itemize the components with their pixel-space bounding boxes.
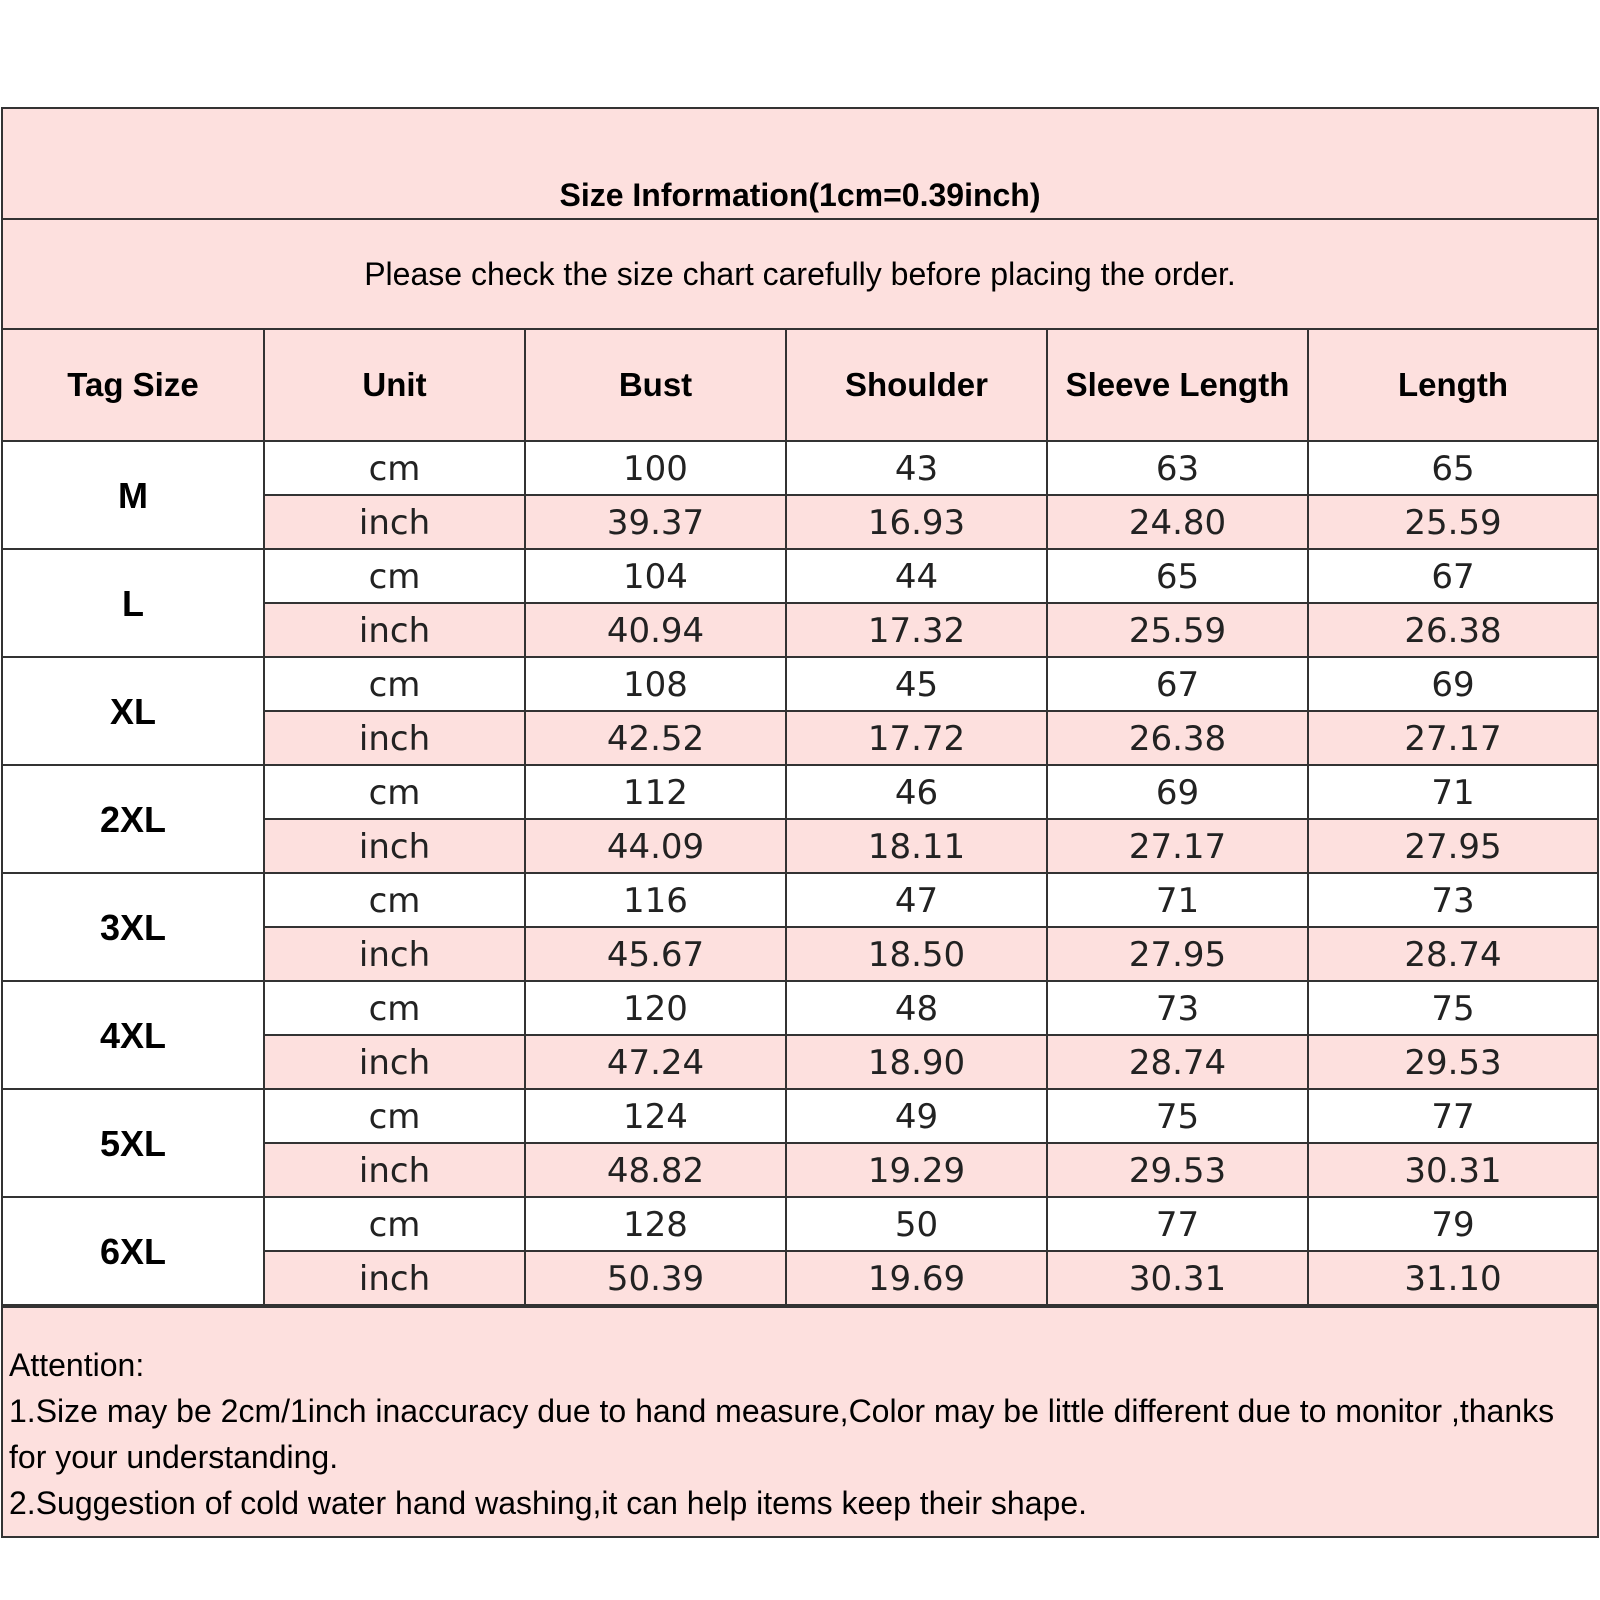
bust-cell: 100 <box>525 441 786 495</box>
unit-cell: inch <box>264 603 525 657</box>
header-sleeve-length: Sleeve Length <box>1047 330 1308 441</box>
table-row <box>3 1197 1597 1251</box>
header-tag-size: Tag Size <box>3 330 264 441</box>
bust-cell: 42.52 <box>525 711 786 765</box>
unit-cell: inch <box>264 819 525 873</box>
shoulder-cell: 18.50 <box>786 927 1047 981</box>
tag-size-cell: 2XL <box>3 765 264 873</box>
unit-cell: cm <box>264 765 525 819</box>
shoulder-cell: 18.11 <box>786 819 1047 873</box>
length-cell: 67 <box>1308 549 1597 603</box>
bust-cell: 47.24 <box>525 1035 786 1089</box>
header-bust: Bust <box>525 330 786 441</box>
shoulder-cell: 50 <box>786 1197 1047 1251</box>
sleeve-cell: 69 <box>1047 765 1308 819</box>
unit-cell: cm <box>264 657 525 711</box>
notes-heading: Attention: <box>9 1347 145 1383</box>
length-cell: 77 <box>1308 1089 1597 1143</box>
sleeve-cell: 26.38 <box>1047 711 1308 765</box>
bust-cell: 120 <box>525 981 786 1035</box>
unit-cell: cm <box>264 441 525 495</box>
tag-size-cell: XL <box>3 657 264 765</box>
unit-cell: inch <box>264 1251 525 1305</box>
sleeve-cell: 67 <box>1047 657 1308 711</box>
tag-size-cell: 5XL <box>3 1089 264 1197</box>
tag-size-cell: 4XL <box>3 981 264 1089</box>
unit-cell: inch <box>264 1035 525 1089</box>
sleeve-cell: 75 <box>1047 1089 1308 1143</box>
length-cell: 30.31 <box>1308 1143 1597 1197</box>
bust-cell: 40.94 <box>525 603 786 657</box>
length-cell: 71 <box>1308 765 1597 819</box>
unit-cell: inch <box>264 495 525 549</box>
length-cell: 79 <box>1308 1197 1597 1251</box>
unit-cell: cm <box>264 1197 525 1251</box>
size-table <box>3 330 1597 1306</box>
sleeve-cell: 27.95 <box>1047 927 1308 981</box>
unit-cell: cm <box>264 873 525 927</box>
chart-title: Size Information(1cm=0.39inch) <box>559 177 1041 213</box>
bust-cell: 116 <box>525 873 786 927</box>
length-cell: 75 <box>1308 981 1597 1035</box>
bust-cell: 44.09 <box>525 819 786 873</box>
notes-line-1: 1.Size may be 2cm/1inch inaccuracy due to hand measure,Color may be little different due to monitor ,thanks for your understanding. <box>9 1393 1555 1475</box>
bust-cell: 104 <box>525 549 786 603</box>
shoulder-cell: 46 <box>786 765 1047 819</box>
table-row <box>3 1089 1597 1143</box>
header-length: Length <box>1308 330 1597 441</box>
shoulder-cell: 44 <box>786 549 1047 603</box>
sleeve-cell: 73 <box>1047 981 1308 1035</box>
title-band <box>3 109 1597 220</box>
attention-notes <box>3 1306 1597 1536</box>
shoulder-cell: 17.32 <box>786 603 1047 657</box>
bust-cell: 50.39 <box>525 1251 786 1305</box>
bust-cell: 39.37 <box>525 495 786 549</box>
notice-band <box>3 220 1597 330</box>
length-cell: 65 <box>1308 441 1597 495</box>
tag-size-cell: L <box>3 549 264 657</box>
unit-cell: cm <box>264 549 525 603</box>
sleeve-cell: 65 <box>1047 549 1308 603</box>
shoulder-cell: 16.93 <box>786 495 1047 549</box>
sleeve-cell: 28.74 <box>1047 1035 1308 1089</box>
length-cell: 27.95 <box>1308 819 1597 873</box>
tag-size-cell: 6XL <box>3 1197 264 1305</box>
sleeve-cell: 27.17 <box>1047 819 1308 873</box>
unit-cell: inch <box>264 927 525 981</box>
size-chart <box>1 107 1599 1538</box>
shoulder-cell: 49 <box>786 1089 1047 1143</box>
shoulder-cell: 17.72 <box>786 711 1047 765</box>
length-cell: 28.74 <box>1308 927 1597 981</box>
size-rows <box>3 441 1597 1305</box>
bust-cell: 108 <box>525 657 786 711</box>
sleeve-cell: 25.59 <box>1047 603 1308 657</box>
unit-cell: cm <box>264 981 525 1035</box>
header-row <box>3 330 1597 441</box>
table-row <box>3 873 1597 927</box>
sleeve-cell: 30.31 <box>1047 1251 1308 1305</box>
bust-cell: 128 <box>525 1197 786 1251</box>
length-cell: 29.53 <box>1308 1035 1597 1089</box>
notes-line-2: 2.Suggestion of cold water hand washing,it can help items keep their shape. <box>9 1485 1087 1521</box>
length-cell: 26.38 <box>1308 603 1597 657</box>
sleeve-cell: 29.53 <box>1047 1143 1308 1197</box>
header-shoulder: Shoulder <box>786 330 1047 441</box>
table-row <box>3 549 1597 603</box>
header-unit: Unit <box>264 330 525 441</box>
length-cell: 31.10 <box>1308 1251 1597 1305</box>
length-cell: 25.59 <box>1308 495 1597 549</box>
sleeve-cell: 77 <box>1047 1197 1308 1251</box>
table-row <box>3 981 1597 1035</box>
table-row <box>3 441 1597 495</box>
sleeve-cell: 71 <box>1047 873 1308 927</box>
length-cell: 27.17 <box>1308 711 1597 765</box>
bust-cell: 45.67 <box>525 927 786 981</box>
shoulder-cell: 43 <box>786 441 1047 495</box>
length-cell: 69 <box>1308 657 1597 711</box>
sleeve-cell: 24.80 <box>1047 495 1308 549</box>
shoulder-cell: 47 <box>786 873 1047 927</box>
bust-cell: 112 <box>525 765 786 819</box>
shoulder-cell: 45 <box>786 657 1047 711</box>
length-cell: 73 <box>1308 873 1597 927</box>
tag-size-cell: 3XL <box>3 873 264 981</box>
shoulder-cell: 48 <box>786 981 1047 1035</box>
table-row <box>3 657 1597 711</box>
table-row <box>3 765 1597 819</box>
shoulder-cell: 19.69 <box>786 1251 1047 1305</box>
shoulder-cell: 19.29 <box>786 1143 1047 1197</box>
notice-text: Please check the size chart carefully before placing the order. <box>364 255 1236 292</box>
bust-cell: 48.82 <box>525 1143 786 1197</box>
unit-cell: cm <box>264 1089 525 1143</box>
bust-cell: 124 <box>525 1089 786 1143</box>
tag-size-cell: M <box>3 441 264 549</box>
unit-cell: inch <box>264 1143 525 1197</box>
unit-cell: inch <box>264 711 525 765</box>
shoulder-cell: 18.90 <box>786 1035 1047 1089</box>
sleeve-cell: 63 <box>1047 441 1308 495</box>
